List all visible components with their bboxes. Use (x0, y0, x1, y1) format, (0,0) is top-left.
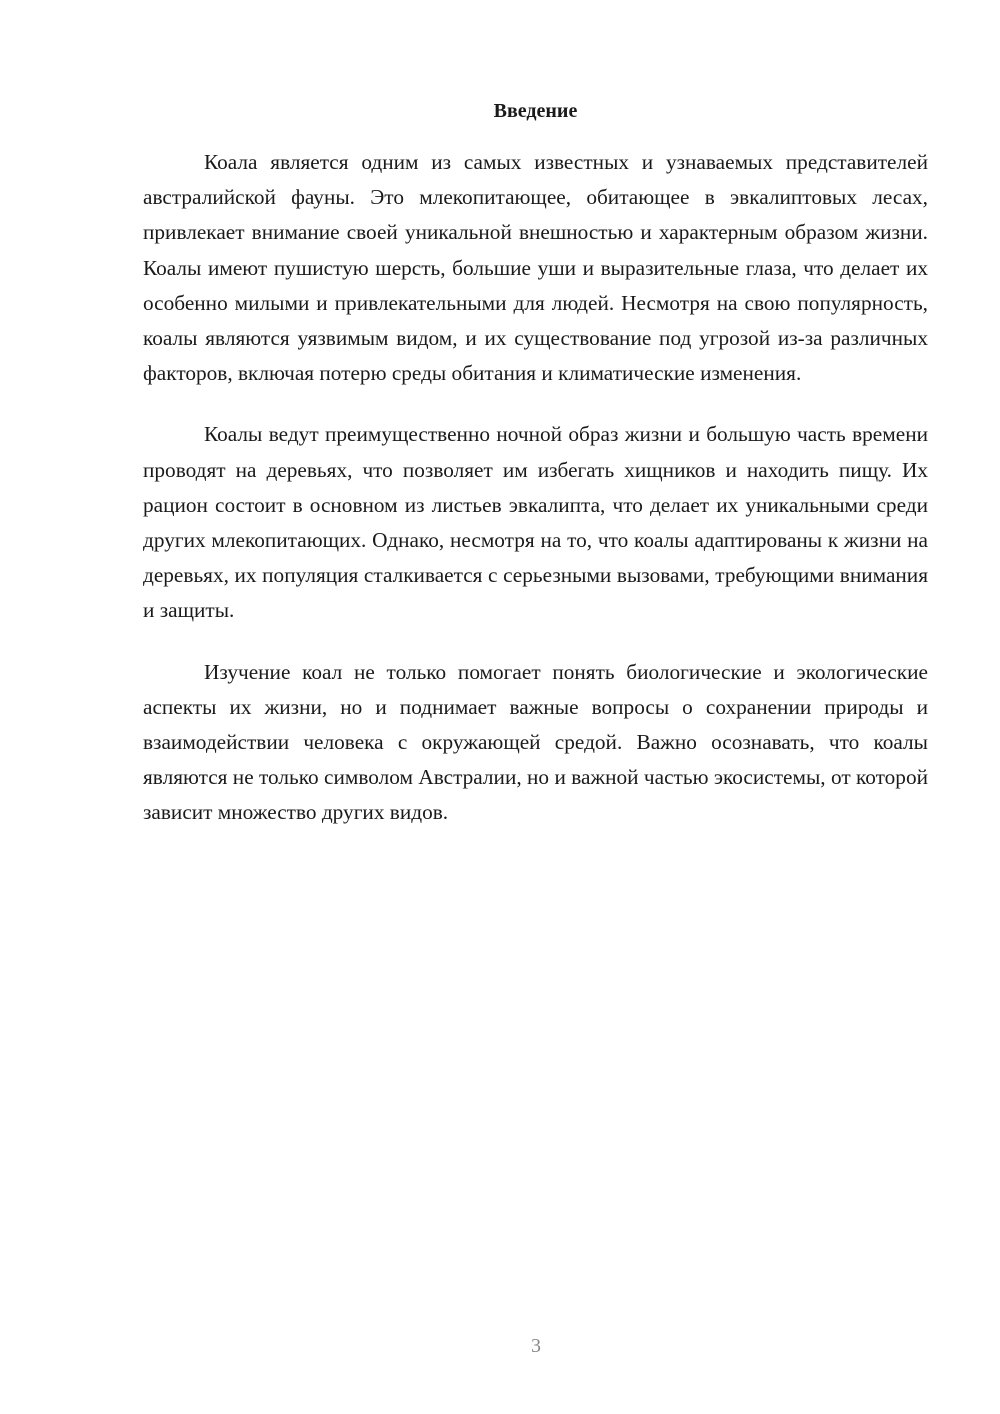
paragraph-2: Коалы ведут преимущественно ночной образ жизни и большую часть времени проводят на деревьях, что позволяет им избегать хищников и находить пищу. Их рацион состоит в основном из листьев эвкалипта, что делает их уникальными среди других млекопитающих. Однако, несмотря на то, что коалы адаптированы к жизни на деревьях, их популяция сталкивается с серьезными вызовами, требующими внимания и защиты. (143, 422, 928, 623)
page-content (143, 98, 928, 831)
paragraph-1: Коала является одним из самых известных и узнаваемых представителей австралийской фауны. Это млекопитающее, обитающее в эвкалиптовых лесах, привлекает внимание своей уникальной внешностью и характерным образом жизни. Коалы имеют пушистую шерсть, большие уши и выразительные глаза, что делает их особенно милыми и привлекательными для людей. Несмотря на свою популярность, коалы являются уязвимым видом, и их существование под угрозой из-за различных факторов, включая потерю среды обитания и климатические изменения. (143, 150, 928, 386)
paragraph-3: Изучение коал не только помогает понять биологические и экологические аспекты их жизни, но и поднимает важные вопросы о сохранении природы и взаимодействии человека с окружающей средой. Важно осознавать, что коалы являются не только символом Австралии, но и важной частью экосистемы, от которой зависит множество других видов. (143, 659, 928, 825)
section-title: Введение (493, 100, 578, 122)
page-number: 3 (531, 1335, 541, 1357)
